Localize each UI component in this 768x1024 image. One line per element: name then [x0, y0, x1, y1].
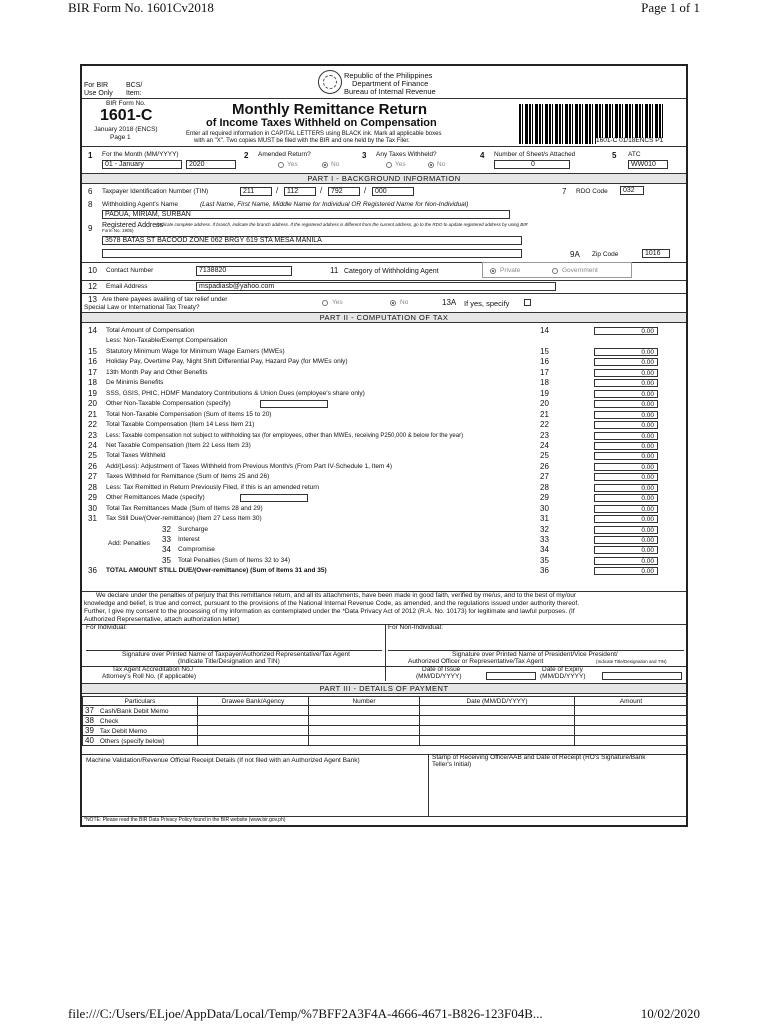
computation-label: Less: Taxable compensation not subject to withholding tax (for employees, other than MWEs, receiving P250,000 & below for the year): [106, 433, 464, 439]
computation-label: Total Penalties (Sum of Items 32 to 34): [178, 557, 290, 564]
accreditation-label-1: Tax Agent Accreditation No./: [112, 666, 194, 673]
payment-cell[interactable]: [575, 716, 688, 726]
date-expiry-label-1: Date of Expiry: [542, 666, 583, 673]
item-number: 16: [88, 357, 97, 366]
amount-field[interactable]: 0.00: [594, 390, 658, 398]
amount-field[interactable]: 0.00: [594, 432, 658, 440]
declaration-line-3: Further, I give my consent to the processing of my information as contemplated under the *Data Privacy Act of 2012 (R.A. No. 10173) for legitimate and lawful purposes. (If: [84, 608, 575, 615]
payment-cell[interactable]: [309, 706, 420, 716]
item-number: 32: [162, 525, 171, 534]
item-number-right: 29: [540, 493, 549, 502]
computation-label: Other Remittances Made (specify): [106, 494, 205, 501]
computation-label: De Minimis Benefits: [106, 379, 164, 386]
data-privacy-note: *NOTE: Please read the BIR Data Privacy Policy found in the BIR website (www.bir.gov.ph): [84, 817, 286, 823]
month-value: 01 - January: [105, 161, 144, 168]
contact-field[interactable]: [196, 266, 292, 276]
item-number-right: 30: [540, 504, 549, 513]
amount-field[interactable]: 0.00: [594, 400, 658, 408]
col-amount: Amount: [575, 697, 688, 706]
amount-field[interactable]: 0.00: [594, 358, 658, 366]
atc-field[interactable]: [628, 160, 668, 169]
date-issue-label-1: Date of Issue: [422, 666, 461, 673]
amount-field[interactable]: 0.00: [594, 369, 658, 377]
amount-field[interactable]: 0.00: [594, 348, 658, 356]
agent-name-hint: (Last Name, First Name, Middle Name for Individual OR Registered Name for Non-Individual): [200, 201, 469, 208]
print-header-page: Page 1 of 1: [641, 0, 700, 15]
computation-label: Holiday Pay, Overtime Pay, Night Shift Differential Pay, Hazard Pay (for MWEs only): [106, 358, 348, 365]
rdo-label: RDO Code: [576, 188, 608, 195]
tin-part-4: 000: [375, 188, 387, 195]
withheld-yes-radio[interactable]: [386, 162, 392, 168]
computation-label: Statutory Minimum Wage for Minimum Wage Earners (MWEs): [106, 348, 285, 355]
payment-item-number: 40: [85, 736, 94, 745]
item-number: 34: [162, 545, 171, 554]
declaration-line-1: We declare under the penalties of perjury that this remittance return, and all its attachments, have been made in good faith, verified by me/us, and to the best of my/our: [96, 592, 577, 599]
item-number: 14: [88, 326, 97, 335]
category-government-radio[interactable]: [552, 268, 558, 274]
item-number: 18: [88, 378, 97, 387]
sig-individual-2: (Indicate Title/Designation and TIN): [178, 658, 280, 665]
computation-label: Total Amount of Compensation: [106, 327, 195, 334]
payment-particular: [83, 726, 198, 736]
machine-validation-label: Machine Validation/Revenue Official Receipt Details (If not filed with an Authorized Agent Bank): [86, 757, 360, 764]
zip-field[interactable]: [642, 249, 670, 258]
date-issue-field[interactable]: [486, 672, 536, 680]
month-field[interactable]: [102, 160, 182, 169]
item-number: 33: [162, 535, 171, 544]
item-number: 35: [162, 556, 171, 565]
amount-field[interactable]: 0.00: [594, 526, 658, 534]
payment-item-number: 37: [85, 706, 94, 715]
item-number: 20: [88, 399, 97, 408]
computation-label: Net Taxable Compensation (Item 22 Less Item 23): [106, 442, 251, 449]
item4-label: Number of Sheet/s Attached: [494, 151, 576, 158]
payment-item-label: Tax Debit Memo: [99, 728, 147, 735]
rdo-value: 032: [623, 187, 635, 194]
date-expiry-field[interactable]: [602, 672, 682, 680]
item-number: 36: [88, 566, 97, 575]
q13-no-radio[interactable]: [390, 300, 396, 306]
use-only-label: Use Only: [84, 90, 113, 97]
item-number-right: 25: [540, 451, 549, 460]
date-issue-label-2: (MM/DD/YYYY): [416, 673, 462, 680]
item-number-right: 35: [540, 556, 549, 565]
amount-field[interactable]: 0.00: [594, 546, 658, 554]
declaration-line-2: knowledge and belief, is true and correct, pursuant to the provisions of the National Internal Revenue Code, as amended, and the regulations issued under authority thereof.: [84, 600, 580, 607]
agent-name-field[interactable]: [102, 210, 510, 219]
rdo-field[interactable]: [620, 186, 644, 195]
agent-name-label: Withholding Agent's Name: [102, 201, 179, 208]
tin-part-2: 112: [287, 188, 299, 195]
computation-label: Total Non-Taxable Compensation (Sum of Items 15 to 20): [106, 411, 272, 418]
address-field[interactable]: [102, 236, 522, 245]
year-field[interactable]: [186, 160, 236, 169]
form-no-label: BIR Form No.: [106, 100, 146, 107]
amount-field[interactable]: 0.00: [594, 463, 658, 471]
q13-label-1: Are there payees availing of tax relief under: [102, 296, 228, 303]
computation-label: Add/(Less): Adjustment of Taxes Withheld from Previous Month/s (From Part IV-Schedule 1, Item 4): [106, 463, 392, 470]
computation-label: Surcharge: [178, 526, 208, 533]
sig-non-individual-2: Authorized Officer or Representative/Tax Agent: [408, 658, 544, 665]
payment-cell[interactable]: [198, 736, 309, 746]
item-number-right: 20: [540, 399, 549, 408]
add-penalties-label: Add: Penalties: [108, 540, 150, 547]
item-number: 30: [88, 504, 97, 513]
item-label: Item:: [126, 90, 142, 97]
sig-non-individual-1: Signature over Printed Name of President/Vice President/: [452, 651, 618, 658]
col-date: Date (MM/DD/YYYY): [420, 697, 575, 706]
item-number: 22: [88, 420, 97, 429]
item-number-right: 24: [540, 441, 549, 450]
tin-part-3: 792: [331, 188, 343, 195]
item-number-right: 17: [540, 368, 549, 377]
item-number: 26: [88, 462, 97, 471]
form-subtitle: of Income Taxes Withheld on Compensation: [206, 117, 437, 129]
item-number: 31: [88, 514, 97, 523]
part1-title: PART I - BACKGROUND INFORMATION: [82, 173, 686, 184]
barcode-text: 1601-C 01/18ENCS P1: [596, 137, 664, 144]
item3-label: Any Taxes Withheld?: [376, 151, 437, 158]
atc-value: WW010: [631, 161, 656, 168]
computation-label: Taxes Withheld for Remittance (Sum of Items 25 and 26): [106, 473, 270, 480]
republic-label: Republic of the Philippines: [344, 71, 433, 80]
withheld-no-label: No: [437, 161, 446, 168]
payment-table: [82, 696, 688, 746]
amended-yes-radio[interactable]: [278, 162, 284, 168]
email-value: mspadiasb@yahoo.com: [199, 283, 275, 290]
tin-field-1[interactable]: [240, 187, 272, 196]
sig-non-individual-3: (Indicate Title/Designation and TIN): [596, 659, 667, 664]
private-label: Private: [500, 267, 521, 274]
payment-cell[interactable]: [420, 736, 575, 746]
payment-cell[interactable]: [575, 706, 688, 716]
amount-field[interactable]: 0.00: [594, 494, 658, 502]
part2-title: PART II - COMPUTATION OF TAX: [82, 312, 686, 323]
payment-cell[interactable]: [575, 726, 688, 736]
computation-label: Total Taxable Compensation (Item 14 Less Item 21): [106, 421, 255, 428]
print-footer-date: 10/02/2020: [640, 1006, 700, 1021]
q13a-checkbox[interactable]: [524, 299, 531, 306]
payment-row: [83, 736, 688, 746]
item-number: 25: [88, 451, 97, 460]
item-number-right: 23: [540, 431, 549, 440]
computation-label: 13th Month Pay and Other Benefits: [106, 369, 208, 376]
col-particulars: Particulars: [83, 697, 198, 706]
payment-row: [83, 706, 688, 716]
stamp-label-1: Stamp of Receiving Office/AAB and Date of Receipt (RO's Signature/Bank: [432, 754, 646, 761]
date-expiry-label-2: (MM/DD/YYYY): [540, 673, 586, 680]
item-number-right: 28: [540, 483, 549, 492]
payment-cell[interactable]: [575, 736, 688, 746]
declaration-line-4: Authorized Representative, attach authorization letter): [84, 616, 240, 623]
bureau-label: Bureau of Internal Revenue: [344, 87, 436, 96]
sheets-field[interactable]: [494, 160, 570, 169]
bcs-label: BCS/: [126, 82, 143, 89]
form-page: Page 1: [110, 134, 131, 141]
email-label: Email Address: [106, 283, 148, 290]
computation-label: Interest: [178, 536, 200, 543]
address-hint: (Indicate complete address. If branch, indicate the branch address. If the registered address is different from the current address, go to the RDO to update registered address by using BIR: [156, 222, 528, 227]
amount-field[interactable]: 0.00: [594, 421, 658, 429]
amount-field[interactable]: 0.00: [594, 379, 658, 387]
item-number: 28: [88, 483, 97, 492]
amended-no-radio[interactable]: [322, 162, 328, 168]
payment-cell[interactable]: [198, 726, 309, 736]
item-number-right: 31: [540, 514, 549, 523]
item-number-right: 15: [540, 347, 549, 356]
withheld-no-radio[interactable]: [428, 162, 434, 168]
contact-label: Contact Number: [106, 267, 154, 274]
payment-cell[interactable]: [309, 726, 420, 736]
email-field[interactable]: [196, 282, 556, 291]
for-bir-label: For BIR: [84, 82, 109, 89]
item-number-right: 33: [540, 535, 549, 544]
category-private-radio[interactable]: [490, 268, 496, 274]
amount-field[interactable]: 0.00: [594, 442, 658, 450]
item-number: 21: [88, 410, 97, 419]
department-label: Department of Finance: [352, 79, 429, 88]
item1-label: For the Month (MM/YYYY): [102, 151, 179, 158]
contact-value: 7138820: [199, 267, 227, 274]
specify-field[interactable]: [260, 400, 328, 408]
bir-seal-icon: [318, 70, 342, 94]
item5-label: ATC: [628, 151, 641, 158]
amount-field[interactable]: 0.00: [594, 515, 658, 523]
item-number-right: 19: [540, 389, 549, 398]
amount-field[interactable]: 0.00: [594, 473, 658, 481]
instructions-line-1: Enter all required information in CAPITAL LETTERS using BLACK ink. Mark all applicable boxes: [186, 131, 442, 137]
sheets-value: 0: [531, 161, 535, 168]
item-number-right: 34: [540, 545, 549, 554]
payment-cell[interactable]: [420, 706, 575, 716]
payment-item-number: 39: [85, 726, 94, 735]
print-header-title: BIR Form No. 1601Cv2018: [68, 0, 214, 15]
specify-field[interactable]: [240, 494, 308, 502]
zip-label: Zip Code: [592, 251, 619, 258]
stamp-label-2: Teller's Initial): [432, 761, 472, 768]
year-value: 2020: [189, 161, 205, 168]
computation-label: Tax Still Due/(Over-remittance) (Item 27 Less Item 30): [106, 515, 262, 522]
tin-part-1: 211: [243, 188, 255, 195]
tin-field-2[interactable]: [284, 187, 316, 196]
item-number: 23: [88, 431, 97, 440]
amended-yes-label: Yes: [287, 161, 298, 168]
payment-row: [83, 726, 688, 736]
computation-label: Less: Non-Taxable/Exempt Compensation: [106, 337, 228, 344]
tin-field-3[interactable]: [328, 187, 360, 196]
col-drawee: Drawee Bank/Agency: [198, 697, 309, 706]
payment-cell[interactable]: [198, 716, 309, 726]
item-number: 15: [88, 347, 97, 356]
sig-individual-1: Signature over Printed Name of Taxpayer/Authorized Representative/Tax Agent: [122, 651, 350, 658]
item-number-right: 36: [540, 566, 549, 575]
amount-field[interactable]: 0.00: [594, 505, 658, 513]
address-field-2[interactable]: [102, 249, 522, 258]
for-individual-label: For Individual:: [86, 624, 127, 631]
payment-particular: [83, 706, 198, 716]
government-label: Government: [562, 267, 598, 274]
amount-field[interactable]: 0.00: [594, 327, 658, 335]
withheld-yes-label: Yes: [395, 161, 406, 168]
item-number: 19: [88, 389, 97, 398]
address-form-ref: Form No. 1905): [102, 228, 134, 233]
form-number: 1601-C: [100, 107, 153, 124]
item-number-right: 32: [540, 525, 549, 534]
q13-yes-label: Yes: [332, 299, 343, 306]
computation-label: Less: Tax Remitted in Return Previously Filed, if this is an amended return: [106, 484, 320, 491]
for-non-individual-label: For Non-Individual:: [388, 624, 443, 631]
item-number: 27: [88, 472, 97, 481]
payment-cell[interactable]: [198, 706, 309, 716]
computation-label: SSS, GSIS, PHIC, HDMF Mandatory Contributions & Union Dues (employee's share only): [106, 390, 365, 397]
item-number-right: 26: [540, 462, 549, 471]
col-number: Number: [309, 697, 420, 706]
payment-item-label: Check: [99, 718, 119, 725]
amount-field[interactable]: 0.00: [594, 536, 658, 544]
item-number: 17: [88, 368, 97, 377]
q13-yes-radio[interactable]: [322, 300, 328, 306]
q13-label-2: Special Law or International Tax Treaty?: [84, 304, 200, 311]
payment-cell[interactable]: [309, 716, 420, 726]
computation-label: Compromise: [178, 546, 215, 553]
form-edition: January 2018 (ENCS): [94, 126, 158, 133]
print-footer-path: file:///C:/Users/ELjoe/AppData/Local/Temp/%7BFF2A3F4A-4666-4671-B826-123F04B...: [68, 1006, 543, 1021]
computation-label: Total Tax Remittances Made (Sum of Items 28 and 29): [106, 505, 263, 512]
payment-item-label: Cash/Bank Debit Memo: [99, 708, 169, 715]
item-number-right: 16: [540, 357, 549, 366]
category-label: Category of Withholding Agent: [344, 268, 439, 275]
payment-item-label: Others (specify below): [99, 738, 165, 745]
form-title: Monthly Remittance Return: [232, 101, 428, 118]
amended-no-label: No: [331, 161, 340, 168]
amount-field[interactable]: 0.00: [594, 452, 658, 460]
computation-label: Other Non-Taxable Compensation (specify): [106, 400, 231, 407]
instructions-line-2: with an "X". Two copies MUST be filed with the BIR and one held by the Tax Filer.: [194, 138, 410, 144]
payment-cell[interactable]: [309, 736, 420, 746]
item-number-right: 14: [540, 326, 549, 335]
part3-title: PART III - DETAILS OF PAYMENT: [82, 683, 686, 694]
computation-label: Total Taxes Withheld: [106, 452, 166, 459]
item-number: 24: [88, 441, 97, 450]
payment-row: [83, 716, 688, 726]
agent-name-value: PADUA, MIRIAM, SURBAN: [105, 211, 191, 218]
item-number-right: 27: [540, 472, 549, 481]
amount-field[interactable]: 0.00: [594, 567, 658, 575]
address-value: 3578 BATAS ST BACOOD ZONE 062 BRGY 619 STA MESA MANILA: [105, 237, 322, 244]
amount-field[interactable]: 0.00: [594, 484, 658, 492]
q13-no-label: No: [400, 299, 409, 306]
payment-item-number: 38: [85, 716, 94, 725]
amount-field[interactable]: 0.00: [594, 411, 658, 419]
item-number-right: 21: [540, 410, 549, 419]
tin-field-4[interactable]: [372, 187, 414, 196]
item2-label: Amended Return?: [258, 151, 311, 158]
accreditation-label-2: Attorney's Roll No. (if applicable): [102, 673, 197, 680]
bir-form-1601c: For BIR Use Only BCS/ Item: Republic of the Philippines Department of Finance Bureau of Internal Revenue BIR Form No. 1601-C January 2018 (ENCS) Page 1 Monthly Remittance Return of Income Taxes Withheld on Compensation Enter all required information in CAPITAL LETTERS using BLACK ink. Mark all applicable boxes with an "X". Two copies MUST be filed with the BIR and one held by the Tax Filer. 1601-C 01/18ENCS P1 1 For the Month (MM/YYYY) 01 - January 2020 2 Amended Return? Yes No 3 Any Taxes Withheld? Yes No 4 Number of Sheet/s Attached 0 5 ATC WW010 PART I - BACKGROUND INFORMATION 6 Taxpayer Identification Number (TIN) 211 / 112 / 792 / 000 7 RDO Code 032 8 Withholding Agent's Name (Last Name, First Name, Middle Name for Individual OR Registered Name for Non-Individual) PADUA, MIRIAM, SURBAN 9 Registered Address (Indicate complete address. If branch, indicate the branch address. If the registered address is different from the current address, go to the RDO to update registered address by using BIR Form No. 1905) 3578 BATAS ST BACOOD ZONE 062 BRGY 619 STA MESA MANILA 9A Zip Code 1016 10 Contact Number 7138820 11 Category of Withholding Agent Private Government 12 Email Address mspadiasb@yahoo.com 13 Are there payees availing of tax relief under Special Law or International Tax Treaty? Yes No 13A If yes, specify PART II - COMPUTATION OF TAX 14 Total Amount of Compensation 14 0.00 Less: Non-Taxable/Exempt Compensation 15 Statutory Minimum Wage for Minimum Wage Earners (MWEs) 15 0.00 16 Holiday Pay, Overtime Pay, Night Shift Differential Pay, Hazard Pay (for MWEs only) 16 0.00 17 13th Month Pay and Other Benefits 17 0.00 18 De Minimis Benefits 18 0.00 19 SSS, GSIS, PHIC, HDMF Mandatory Contributions & Union Dues (employee's share only) 19 0.00 20 Other Non-Taxable Compensation (specify) 20 0.00 21 Total Non-Taxable Compensation (Sum of Items 15 to 20) 21 0.00 22 Total Taxable Compensation (Item 14 Less Item 21) 22 0.00 23 Less: Taxable compensation not subject to withholding tax (for employees, other than MWEs, receiving P250,000 & below for the year) 23 0.00 24 Net Taxable Compensation (Item 22 Less Item 23) 24 0.00 25 Total Taxes Withheld 25 0.00 26 Add/(Less): Adjustment of Taxes Withheld from Previous Month/s (From Part IV-Schedule 1, Item 4) 26 0.00 27 Taxes Withheld for Remittance (Sum of Items 25 and 26) 27 0.00 28 Less: Tax Remitted in Return Previously Filed, if this is an amended return 28 0.00 29 Other Remittances Made (specify) 29 0.00 30 Total Tax Remittances Made (Sum of Items 28 and 29) 30 0.00 31 Tax Still Due/(Over-remittance) (Item 27 Less Item 30) 31 0.00 32 Surcharge 32 0.00 33 Interest 33 0.00 34 Compromise 34 0.00 35 Total Penalties (Sum of Items 32 to 34) 35 0.00 36 TOTAL AMOUNT STILL DUE/(Over-remittance) (Sum of Items 31 and 35) 36 0.00 Add: Penalties We declare under the penalties of perjury that this remittance return, and all its attachments, have been made in good faith, verified by me/us, and to the best of my/our knowledge and belief, is true and correct, pursuant to the provisions of the National Internal Revenue Code, as amended, and the regulations issued under authority thereof. Further, I give my consent to the processing of my information as contemplated under the *Data Privacy Act of 2012 (R.A. No. 10173) for legitimate and lawful purposes. (If Authorized Representative, attach authorization letter) For Individual: For Non-Individual: Signature over Printed Name of Taxpayer/Authorized Representative/Tax Agent (Indicate Title/Designation and TIN) Signature over Printed Name of President/Vice President/ Authorized Officer or Representative/Tax Agent (Indicate Title/Designation and TIN) Tax Agent Accreditation No./ Attorney's Roll No. (if applicable) Date of Issue (MM/DD/YYYY) Date of Expiry (MM/DD/YYYY) PART III - DETAILS OF PAYMENT Particulars Drawee Bank/Agency Number Date (MM/DD/YYYY) Amount 37 Cash/Bank Debit Memo 38 Check 39 Tax Debit Memo 40 Others (specify below) Machine Validation/Revenue Official Receipt Details (If not filed with an Authorized Agent Bank) Stamp of Receiving Office/AAB and Date of Receipt (RO's Signature/Bank Teller's Initial) *NOTE: Please read the BIR Data Privacy Policy found in the BIR website (www.bir.gov.ph): [80, 64, 688, 827]
payment-cell[interactable]: [420, 726, 575, 736]
computation-label: TOTAL AMOUNT STILL DUE/(Over-remittance) (Sum of Items 31 and 35): [106, 567, 327, 574]
payment-particular: [83, 736, 198, 746]
payment-cell[interactable]: [420, 716, 575, 726]
tin-label: Taxpayer Identification Number (TIN): [102, 188, 209, 195]
address-label: Registered Address: [102, 222, 164, 229]
zip-value: 1016: [645, 250, 661, 257]
q13a-label: If yes, specify: [464, 299, 510, 308]
item-number-right: 22: [540, 420, 549, 429]
item-number-right: 18: [540, 378, 549, 387]
item-number: 29: [88, 493, 97, 502]
payment-particular: [83, 716, 198, 726]
amount-field[interactable]: 0.00: [594, 557, 658, 565]
